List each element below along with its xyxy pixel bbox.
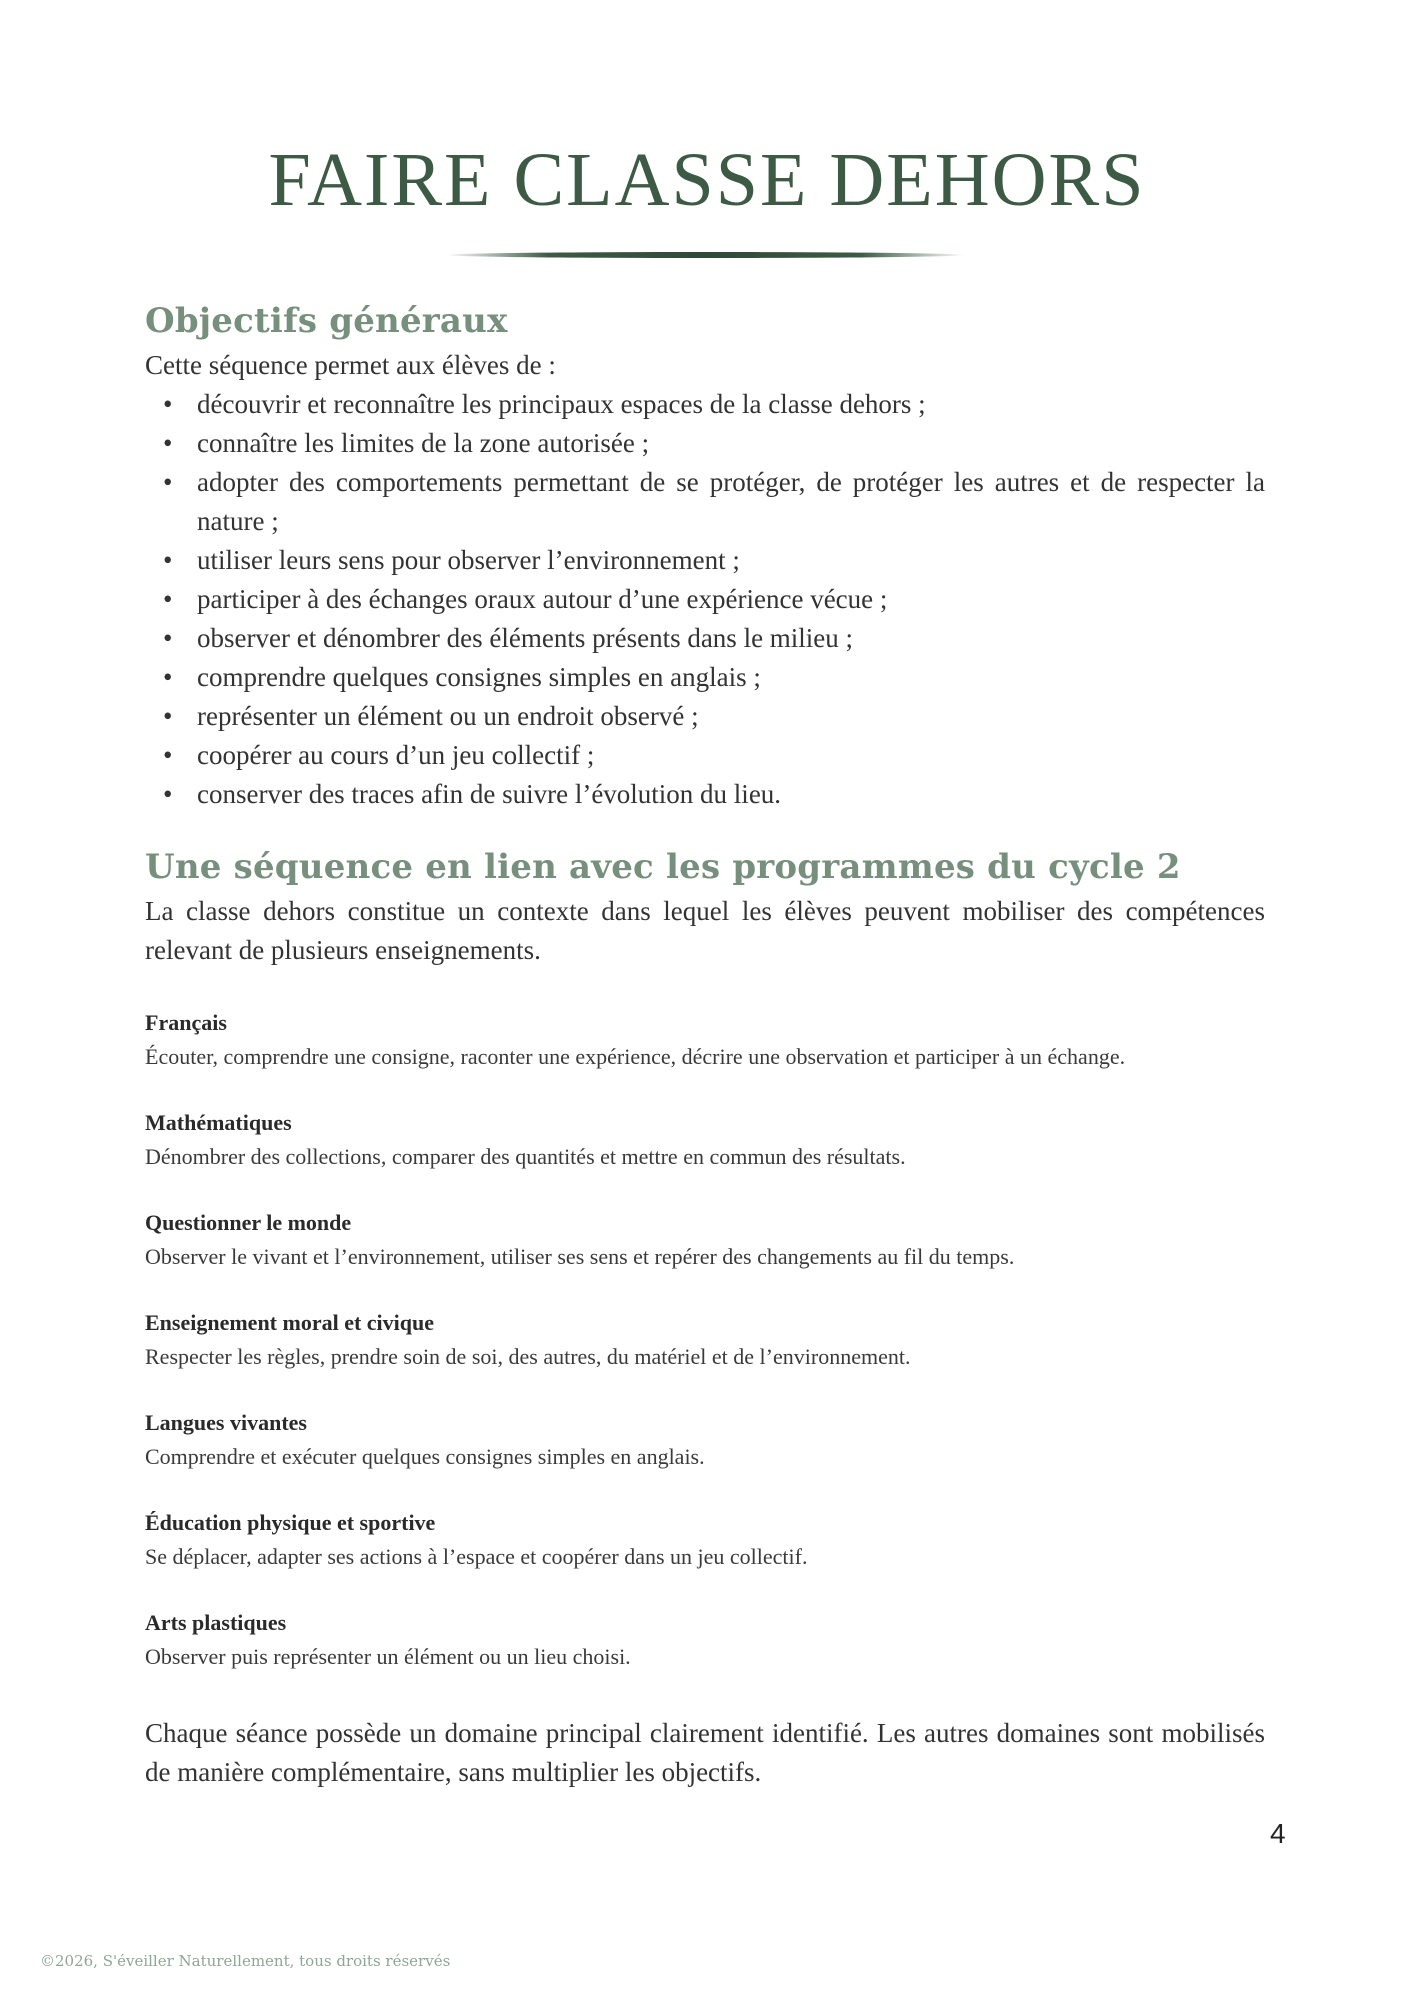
subject-block [145,1206,1265,1274]
bullet-icon: • [163,584,173,614]
subject-block [145,1406,1265,1474]
subject-title: Enseignement moral et civique [145,1310,435,1335]
subject-title: Français [145,1010,227,1035]
subject-block [145,1306,1265,1374]
objective-item: • conserver des traces afin de suivre l’évolution du lieu. [145,775,1265,814]
page-content [145,296,1265,1792]
objective-item: • observer et dénombrer des éléments présents dans le milieu ; [145,619,1265,658]
page-number: 4 [1270,1818,1286,1849]
objective-item: • participer à des échanges oraux autour d’une expérience vécue ; [145,580,1265,619]
subject-block [145,1106,1265,1174]
bullet-icon: • [163,779,173,809]
objectives-intro: Cette séquence permet aux élèves de : [145,350,556,380]
bullet-icon: • [163,623,173,653]
page-title: FAIRE CLASSE DEHORS [268,138,1146,222]
subject-title: Langues vivantes [145,1410,307,1435]
objective-item: • connaître les limites de la zone autorisée ; [145,424,1265,463]
bullet-icon: • [163,428,173,458]
bullet-icon: • [163,740,173,770]
subject-text: Observer puis représenter un élément ou un lieu choisi. [145,1644,631,1669]
bullet-icon: • [163,389,173,419]
subject-title: Éducation physique et sportive [145,1510,436,1535]
subject-text: Comprendre et exécuter quelques consignes simples en anglais. [145,1444,705,1469]
subject-title: Questionner le monde [145,1210,352,1235]
objectives-heading: Objectifs généraux [145,301,508,341]
subject-block [145,1606,1265,1674]
bullet-icon: • [163,662,173,692]
objective-item: • coopérer au cours d’un jeu collectif ; [145,736,1265,775]
subject-title: Mathématiques [145,1110,292,1135]
conclusion-paragraph: Chaque séance possède un domaine principal clairement identifié. Les autres domaines sont mobilisés de manière complémentaire, sans multiplier les objectifs. [145,1718,1265,1787]
title-divider [445,252,965,258]
program-intro: La classe dehors constitue un contexte dans lequel les élèves peuvent mobiliser des compétences relevant de plusieurs enseignements. [145,896,1265,965]
bullet-icon: • [163,701,173,731]
objective-item: • représenter un élément ou un endroit observé ; [145,697,1265,736]
subject-block [145,1006,1265,1074]
bullet-icon: • [163,467,173,497]
copyright-footer: ©2026, S'éveiller Naturellement, tous droits réservés [40,1952,451,1970]
bullet-icon: • [163,545,173,575]
subject-block [145,1506,1265,1574]
objective-item: • découvrir et reconnaître les principaux espaces de la classe dehors ; [145,385,1265,424]
subject-text: Respecter les règles, prendre soin de soi, des autres, du matériel et de l’environnement. [145,1344,911,1369]
objectives-list [145,385,1265,814]
objective-item: • comprendre quelques consignes simples en anglais ; [145,658,1265,697]
subject-text: Observer le vivant et l’environnement, utiliser ses sens et repérer des changements au fil du temps. [145,1244,1015,1269]
program-heading: Une séquence en lien avec les programmes du cycle 2 [145,847,1181,887]
subject-text: Dénombrer des collections, comparer des quantités et mettre en commun des résultats. [145,1144,906,1169]
subject-text: Se déplacer, adapter ses actions à l’espace et coopérer dans un jeu collectif. [145,1544,808,1569]
subject-title: Arts plastiques [145,1610,287,1635]
objective-item: • adopter des comportements permettant de se protéger, de protéger les autres et de respecter la nature ; [145,463,1265,541]
objective-item: • utiliser leurs sens pour observer l’environnement ; [145,541,1265,580]
subject-text: Écouter, comprendre une consigne, raconter une expérience, décrire une observation et participer à un échange. [145,1044,1126,1069]
